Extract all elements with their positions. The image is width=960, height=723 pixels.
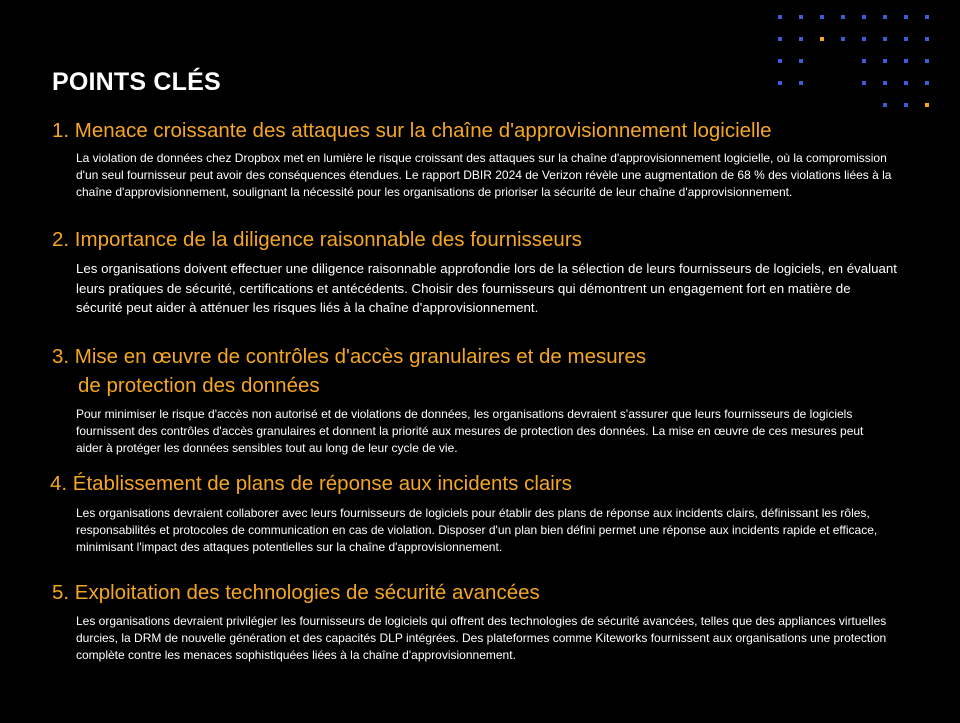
decorative-dot-grid — [778, 15, 938, 115]
decorative-dot — [778, 59, 782, 63]
decorative-dot — [904, 103, 908, 107]
decorative-dot — [925, 103, 929, 107]
decorative-dot — [778, 81, 782, 85]
decorative-dot — [862, 81, 866, 85]
decorative-dot — [904, 59, 908, 63]
decorative-dot — [904, 81, 908, 85]
decorative-dot — [841, 37, 845, 41]
page-title: POINTS CLÉS — [52, 68, 221, 96]
decorative-dot — [799, 37, 803, 41]
decorative-dot — [883, 59, 887, 63]
decorative-dot — [841, 15, 845, 19]
decorative-dot — [904, 37, 908, 41]
decorative-dot — [925, 15, 929, 19]
decorative-dot — [862, 15, 866, 19]
point-3-title-line-1: 3. Mise en œuvre de contrôles d'accès granulaires et de mesures — [52, 345, 647, 368]
point-2-title: 2. Importance de la diligence raisonnable des fournisseurs — [52, 228, 582, 251]
decorative-dot — [820, 37, 824, 41]
decorative-dot — [778, 37, 782, 41]
decorative-dot — [925, 37, 929, 41]
point-1-body: La violation de données chez Dropbox met en lumière le risque croissant des attaques sur la chaîne d'approvisionnement logicielle, où la compromission d'un seul fournisseur peut avoir des conséquences étendues. Le rapport DBIR 2024 de Verizon révèle une augmentation de 68 % des violations liées à la chaîne d'approvisionnement, soulignant la nécessité pour les organisations de prioriser la sécurité de leur chaîne d'approvisionnement. — [76, 151, 892, 199]
point-2-body: Les organisations doivent effectuer une diligence raisonnable approfondie lors de la sélection de leurs fournisseurs de logiciels, en évaluant leurs pratiques de sécurité, certifications et antécédents. Choisir des fournisseurs qui démontrent un engagement fort en matière de sécurité peut aider à atténuer les risques liés à la chaîne d'approvisionnement. — [76, 261, 897, 315]
decorative-dot — [883, 37, 887, 41]
point-3-title-line-2: de protection des données — [78, 374, 320, 397]
point-1-title: 1. Menace croissante des attaques sur la chaîne d'approvisionnement logicielle — [52, 119, 772, 142]
point-3-body: Pour minimiser le risque d'accès non autorisé et de violations de données, les organisations devraient s'assurer que leurs fournisseurs de logiciels fournissent des contrôles d'accès granulaires et donnent la priorité aux mesures de protection des données. La mise en œuvre de ces mesures peut aider à protéger les données sensibles tout au long de leur cycle de vie. — [76, 407, 864, 455]
decorative-dot — [925, 59, 929, 63]
point-5-body: Les organisations devraient privilégier les fournisseurs de logiciels qui offrent des technologies de sécurité avancées, telles que des appliances virtuelles durcies, la DRM de nouvelle génération et des capacités DLP intégrées. Des plateformes comme Kiteworks fournissent aux organisations une protection complète contre les menaces sophistiquées liées à la chaîne d'approvisionnement. — [76, 614, 887, 662]
decorative-dot — [799, 15, 803, 19]
decorative-dot — [883, 81, 887, 85]
decorative-dot — [799, 81, 803, 85]
decorative-dot — [883, 15, 887, 19]
decorative-dot — [904, 15, 908, 19]
decorative-dot — [778, 15, 782, 19]
decorative-dot — [862, 37, 866, 41]
decorative-dot — [820, 15, 824, 19]
decorative-dot — [799, 59, 803, 63]
point-5-title: 5. Exploitation des technologies de sécurité avancées — [52, 581, 540, 604]
decorative-dot — [925, 81, 929, 85]
point-4-title: 4. Établissement de plans de réponse aux incidents clairs — [50, 472, 572, 495]
decorative-dot — [883, 103, 887, 107]
point-3-title — [52, 342, 646, 400]
point-4-body: Les organisations devraient collaborer avec leurs fournisseurs de logiciels pour établir des plans de réponse aux incidents clairs, définissant les rôles, responsabilités et protocoles de communication en cas de violation. Disposer d'un plan bien défini permet une réponse aux incidents rapide et efficace, minimisant l'impact des attaques potentielles sur la chaîne d'approvisionnement. — [76, 506, 878, 554]
decorative-dot — [862, 59, 866, 63]
